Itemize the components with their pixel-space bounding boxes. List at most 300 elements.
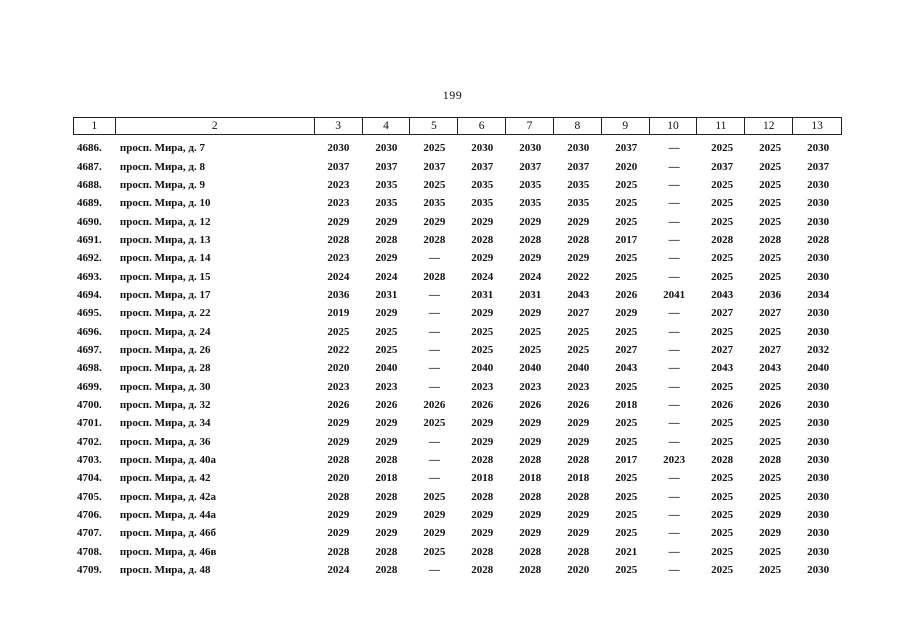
row-address: просп. Мира, д. 34 (119, 417, 211, 430)
row-value-col-12: 2025 (759, 380, 782, 393)
row-value-col-8: 2023 (567, 380, 590, 393)
row-number: 4704. (77, 472, 102, 485)
row-value-col-9: 2029 (615, 307, 638, 320)
row-value-col-10: 2023 (663, 454, 686, 467)
row-number: 4692. (77, 252, 102, 265)
row-value-col-11: 2025 (711, 380, 734, 393)
row-value-col-7: 2025 (519, 343, 542, 356)
row-value-col-4: 2029 (375, 417, 398, 430)
row-value-col-7: 2029 (519, 527, 542, 540)
row-value-col-8: 2029 (567, 252, 590, 265)
row-value-col-7: 2028 (519, 233, 542, 246)
row-value-col-8: 2035 (567, 178, 590, 191)
row-value-col-3: 2025 (327, 325, 350, 338)
row-value-col-4: 2028 (375, 545, 398, 558)
row-number: 4700. (77, 398, 102, 411)
row-value-col-12: 2025 (759, 142, 782, 155)
row-value-col-6: 2028 (471, 233, 494, 246)
row-value-col-12: 2025 (759, 325, 782, 338)
row-value-col-9: 2025 (615, 435, 638, 448)
row-value-col-13: 2030 (807, 215, 830, 228)
row-value-col-12: 2043 (759, 362, 782, 375)
row-value-col-7: 2029 (519, 435, 542, 448)
row-value-col-8: 2018 (567, 472, 590, 485)
row-number: 4706. (77, 509, 102, 522)
table-row (73, 212, 842, 230)
row-value-col-4: 2031 (375, 288, 398, 301)
row-value-col-5: 2028 (423, 270, 446, 283)
row-address: просп. Мира, д. 32 (119, 398, 211, 411)
row-address: просп. Мира, д. 26 (119, 343, 211, 356)
row-address: просп. Мира, д. 10 (119, 197, 211, 210)
row-value-col-4: 2040 (375, 362, 398, 375)
row-value-col-8: 2020 (567, 564, 590, 577)
row-value-col-5: 2026 (423, 398, 446, 411)
row-value-col-4: 2024 (375, 270, 398, 283)
row-value-col-8: 2025 (567, 325, 590, 338)
row-value-col-11: 2037 (711, 160, 734, 173)
row-value-col-3: 2024 (327, 564, 350, 577)
row-value-col-10: — (668, 343, 680, 356)
row-value-col-6: 2028 (471, 454, 494, 467)
row-number: 4689. (77, 197, 102, 210)
table-row (73, 267, 842, 285)
table-row (73, 524, 842, 542)
row-value-col-13: 2030 (807, 398, 830, 411)
table-row (73, 414, 842, 432)
header-cell-8: 8 (554, 118, 602, 134)
row-value-col-9: 2017 (615, 233, 638, 246)
row-value-col-3: 2029 (327, 435, 350, 448)
row-value-col-4: 2028 (375, 490, 398, 503)
row-value-col-3: 2020 (327, 362, 350, 375)
row-value-col-6: 2040 (471, 362, 494, 375)
row-value-col-10: — (668, 233, 680, 246)
row-value-col-9: 2021 (615, 545, 638, 558)
row-value-col-12: 2025 (759, 178, 782, 191)
row-number: 4687. (77, 160, 102, 173)
row-value-col-7: 2029 (519, 307, 542, 320)
row-value-col-6: 2028 (471, 490, 494, 503)
row-value-col-10: — (668, 362, 680, 375)
row-value-col-4: 2035 (375, 197, 398, 210)
row-value-col-12: 2025 (759, 545, 782, 558)
table-row (73, 139, 842, 157)
header-cell-3: 3 (315, 118, 363, 134)
row-value-col-13: 2030 (807, 178, 830, 191)
row-value-col-10: — (668, 142, 680, 155)
row-number: 4709. (77, 564, 102, 577)
row-value-col-13: 2030 (807, 417, 830, 430)
row-value-col-6: 2035 (471, 178, 494, 191)
header-cell-12: 12 (745, 118, 793, 134)
row-value-col-5: 2029 (423, 215, 446, 228)
row-value-col-8: 2030 (567, 142, 590, 155)
row-number: 4686. (77, 142, 102, 155)
row-value-col-12: 2029 (759, 509, 782, 522)
row-value-col-9: 2037 (615, 142, 638, 155)
row-value-col-12: 2025 (759, 435, 782, 448)
row-value-col-3: 2023 (327, 380, 350, 393)
row-number: 4695. (77, 307, 102, 320)
row-address: просп. Мира, д. 42 (119, 472, 211, 485)
row-value-col-3: 2030 (327, 142, 350, 155)
row-value-col-7: 2037 (519, 160, 542, 173)
row-value-col-5: 2025 (423, 178, 446, 191)
row-value-col-13: 2030 (807, 252, 830, 265)
row-value-col-10: — (668, 509, 680, 522)
row-value-col-4: 2029 (375, 509, 398, 522)
header-cell-4: 4 (363, 118, 411, 134)
row-number: 4693. (77, 270, 102, 283)
row-address: просп. Мира, д. 7 (119, 142, 205, 155)
row-value-col-12: 2025 (759, 197, 782, 210)
row-value-col-4: 2030 (375, 142, 398, 155)
row-value-col-13: 2030 (807, 509, 830, 522)
row-value-col-11: 2025 (711, 215, 734, 228)
row-value-col-11: 2025 (711, 564, 734, 577)
row-value-col-6: 2029 (471, 435, 494, 448)
row-value-col-9: 2018 (615, 398, 638, 411)
row-value-col-3: 2023 (327, 197, 350, 210)
row-value-col-13: 2030 (807, 454, 830, 467)
row-value-col-10: — (668, 490, 680, 503)
row-value-col-6: 2023 (471, 380, 494, 393)
header-cell-6: 6 (458, 118, 506, 134)
row-value-col-11: 2025 (711, 142, 734, 155)
row-value-col-3: 2029 (327, 527, 350, 540)
row-value-col-7: 2035 (519, 178, 542, 191)
row-value-col-10: — (668, 178, 680, 191)
row-value-col-11: 2025 (711, 178, 734, 191)
row-value-col-3: 2022 (327, 343, 350, 356)
row-value-col-11: 2025 (711, 417, 734, 430)
row-value-col-10: — (668, 435, 680, 448)
row-value-col-3: 2029 (327, 509, 350, 522)
row-value-col-13: 2030 (807, 564, 830, 577)
row-value-col-3: 2029 (327, 215, 350, 228)
row-value-col-11: 2043 (711, 288, 734, 301)
row-value-col-8: 2040 (567, 362, 590, 375)
row-value-col-5: — (428, 307, 440, 320)
row-number: 4690. (77, 215, 102, 228)
row-value-col-11: 2025 (711, 270, 734, 283)
row-value-col-11: 2025 (711, 252, 734, 265)
table-row (73, 396, 842, 414)
row-value-col-5: — (428, 472, 440, 485)
row-value-col-9: 2025 (615, 564, 638, 577)
header-cell-10: 10 (650, 118, 698, 134)
row-number: 4702. (77, 435, 102, 448)
row-value-col-5: 2029 (423, 509, 446, 522)
row-value-col-9: 2025 (615, 527, 638, 540)
row-address: просп. Мира, д. 14 (119, 252, 211, 265)
row-value-col-9: 2025 (615, 197, 638, 210)
row-value-col-7: 2024 (519, 270, 542, 283)
row-value-col-6: 2035 (471, 197, 494, 210)
row-value-col-10: — (668, 307, 680, 320)
row-value-col-3: 2028 (327, 545, 350, 558)
row-value-col-9: 2025 (615, 509, 638, 522)
row-number: 4707. (77, 527, 102, 540)
row-value-col-13: 2030 (807, 380, 830, 393)
row-address: просп. Мира, д. 44а (119, 509, 216, 522)
row-value-col-9: 2025 (615, 472, 638, 485)
header-cell-9: 9 (602, 118, 650, 134)
row-value-col-12: 2025 (759, 472, 782, 485)
table-row (73, 359, 842, 377)
table-row (73, 341, 842, 359)
header-cell-1: 1 (74, 118, 116, 134)
row-address: просп. Мира, д. 48 (119, 564, 211, 577)
row-value-col-12: 2025 (759, 490, 782, 503)
row-address: просп. Мира, д. 12 (119, 215, 211, 228)
row-value-col-6: 2029 (471, 215, 494, 228)
row-address: просп. Мира, д. 17 (119, 288, 211, 301)
row-value-col-13: 2037 (807, 160, 830, 173)
row-value-col-7: 2029 (519, 252, 542, 265)
table-row (73, 469, 842, 487)
row-value-col-7: 2028 (519, 454, 542, 467)
row-value-col-6: 2029 (471, 509, 494, 522)
row-value-col-6: 2029 (471, 417, 494, 430)
row-number: 4694. (77, 288, 102, 301)
row-value-col-12: 2028 (759, 233, 782, 246)
row-value-col-7: 2029 (519, 215, 542, 228)
row-value-col-3: 2036 (327, 288, 350, 301)
row-value-col-7: 2028 (519, 545, 542, 558)
row-address: просп. Мира, д. 24 (119, 325, 211, 338)
row-value-col-8: 2022 (567, 270, 590, 283)
row-value-col-7: 2023 (519, 380, 542, 393)
table-row (73, 377, 842, 395)
row-value-col-8: 2037 (567, 160, 590, 173)
row-value-col-10: — (668, 197, 680, 210)
row-value-col-12: 2028 (759, 454, 782, 467)
row-number: 4703. (77, 454, 102, 467)
row-value-col-4: 2029 (375, 215, 398, 228)
row-value-col-3: 2019 (327, 307, 350, 320)
row-value-col-13: 2030 (807, 325, 830, 338)
row-value-col-5: 2028 (423, 233, 446, 246)
row-value-col-5: 2025 (423, 417, 446, 430)
row-value-col-8: 2025 (567, 343, 590, 356)
row-value-col-12: 2027 (759, 307, 782, 320)
row-number: 4691. (77, 233, 102, 246)
row-address: просп. Мира, д. 40а (119, 454, 216, 467)
row-value-col-5: — (428, 362, 440, 375)
row-value-col-13: 2030 (807, 270, 830, 283)
row-value-col-9: 2025 (615, 252, 638, 265)
row-value-col-4: 2035 (375, 178, 398, 191)
row-value-col-8: 2029 (567, 417, 590, 430)
row-value-col-5: 2025 (423, 545, 446, 558)
row-value-col-9: 2027 (615, 343, 638, 356)
row-value-col-11: 2027 (711, 307, 734, 320)
row-number: 4708. (77, 545, 102, 558)
row-value-col-13: 2028 (807, 233, 830, 246)
row-value-col-12: 2025 (759, 160, 782, 173)
row-value-col-8: 2029 (567, 435, 590, 448)
row-value-col-11: 2028 (711, 454, 734, 467)
row-value-col-12: 2026 (759, 398, 782, 411)
row-value-col-4: 2026 (375, 398, 398, 411)
row-value-col-10: — (668, 472, 680, 485)
row-value-col-6: 2037 (471, 160, 494, 173)
row-value-col-5: — (428, 380, 440, 393)
row-number: 4705. (77, 490, 102, 503)
row-value-col-10: — (668, 252, 680, 265)
row-value-col-6: 2028 (471, 545, 494, 558)
row-value-col-13: 2032 (807, 343, 830, 356)
row-number: 4698. (77, 362, 102, 375)
row-value-col-13: 2030 (807, 142, 830, 155)
row-value-col-12: 2025 (759, 417, 782, 430)
row-value-col-12: 2025 (759, 270, 782, 283)
row-value-col-13: 2030 (807, 527, 830, 540)
row-value-col-9: 2043 (615, 362, 638, 375)
row-value-col-9: 2026 (615, 288, 638, 301)
row-value-col-4: 2018 (375, 472, 398, 485)
header-cell-5: 5 (410, 118, 458, 134)
row-address: просп. Мира, д. 13 (119, 233, 211, 246)
row-value-col-5: 2029 (423, 527, 446, 540)
table-row (73, 488, 842, 506)
row-value-col-5: 2025 (423, 490, 446, 503)
row-value-col-12: 2027 (759, 343, 782, 356)
row-value-col-3: 2028 (327, 233, 350, 246)
row-value-col-8: 2028 (567, 454, 590, 467)
row-value-col-10: — (668, 417, 680, 430)
row-value-col-6: 2025 (471, 343, 494, 356)
row-value-col-13: 2030 (807, 197, 830, 210)
row-value-col-11: 2025 (711, 325, 734, 338)
row-value-col-5: — (428, 343, 440, 356)
row-address: просп. Мира, д. 42а (119, 490, 216, 503)
row-value-col-4: 2025 (375, 343, 398, 356)
table-row (73, 561, 842, 579)
row-value-col-5: — (428, 288, 440, 301)
row-value-col-13: 2030 (807, 490, 830, 503)
row-value-col-8: 2029 (567, 509, 590, 522)
row-value-col-11: 2025 (711, 435, 734, 448)
row-number: 4688. (77, 178, 102, 191)
row-value-col-13: 2030 (807, 435, 830, 448)
row-value-col-3: 2023 (327, 178, 350, 191)
row-value-col-4: 2029 (375, 307, 398, 320)
row-address: просп. Мира, д. 28 (119, 362, 211, 375)
row-value-col-3: 2029 (327, 417, 350, 430)
table-row (73, 543, 842, 561)
row-value-col-11: 2025 (711, 509, 734, 522)
row-value-col-10: — (668, 270, 680, 283)
row-address: просп. Мира, д. 30 (119, 380, 211, 393)
row-value-col-5: — (428, 252, 440, 265)
row-number: 4701. (77, 417, 102, 430)
row-value-col-3: 2023 (327, 252, 350, 265)
table-row (73, 157, 842, 175)
row-value-col-5: — (428, 325, 440, 338)
row-value-col-11: 2025 (711, 545, 734, 558)
row-value-col-8: 2043 (567, 288, 590, 301)
row-value-col-11: 2025 (711, 527, 734, 540)
row-value-col-9: 2020 (615, 160, 638, 173)
table-row (73, 176, 842, 194)
row-value-col-6: 2031 (471, 288, 494, 301)
row-value-col-9: 2025 (615, 215, 638, 228)
page-number: 199 (442, 88, 463, 102)
table-row (73, 194, 842, 212)
row-value-col-5: — (428, 435, 440, 448)
row-value-col-11: 2025 (711, 472, 734, 485)
row-value-col-10: — (668, 160, 680, 173)
row-value-col-11: 2027 (711, 343, 734, 356)
row-value-col-6: 2025 (471, 325, 494, 338)
row-value-col-4: 2023 (375, 380, 398, 393)
row-value-col-9: 2025 (615, 325, 638, 338)
table-row (73, 304, 842, 322)
row-value-col-7: 2028 (519, 490, 542, 503)
row-value-col-3: 2024 (327, 270, 350, 283)
row-value-col-6: 2028 (471, 564, 494, 577)
row-address: просп. Мира, д. 15 (119, 270, 211, 283)
row-value-col-11: 2043 (711, 362, 734, 375)
row-value-col-4: 2025 (375, 325, 398, 338)
row-value-col-5: 2037 (423, 160, 446, 173)
row-value-col-12: 2025 (759, 215, 782, 228)
row-value-col-4: 2028 (375, 454, 398, 467)
row-value-col-6: 2029 (471, 307, 494, 320)
row-value-col-5: — (428, 454, 440, 467)
row-value-col-13: 2030 (807, 545, 830, 558)
row-value-col-5: — (428, 564, 440, 577)
row-number: 4699. (77, 380, 102, 393)
row-value-col-10: — (668, 380, 680, 393)
row-value-col-7: 2026 (519, 398, 542, 411)
row-value-col-7: 2025 (519, 325, 542, 338)
row-value-col-13: 2030 (807, 307, 830, 320)
row-number: 4697. (77, 343, 102, 356)
table-body (73, 139, 842, 579)
row-value-col-3: 2026 (327, 398, 350, 411)
table-row (73, 249, 842, 267)
row-value-col-8: 2035 (567, 197, 590, 210)
row-value-col-7: 2040 (519, 362, 542, 375)
row-value-col-11: 2025 (711, 197, 734, 210)
row-address: просп. Мира, д. 46б (119, 527, 216, 540)
row-value-col-7: 2035 (519, 197, 542, 210)
table-header (73, 117, 842, 135)
row-value-col-13: 2040 (807, 362, 830, 375)
row-value-col-4: 2028 (375, 564, 398, 577)
row-address: просп. Мира, д. 9 (119, 178, 205, 191)
row-value-col-10: — (668, 545, 680, 558)
row-value-col-4: 2037 (375, 160, 398, 173)
row-value-col-7: 2029 (519, 509, 542, 522)
row-address: просп. Мира, д. 22 (119, 307, 211, 320)
row-value-col-10: — (668, 215, 680, 228)
header-cell-2: 2 (116, 118, 315, 134)
row-value-col-8: 2028 (567, 233, 590, 246)
row-value-col-8: 2028 (567, 490, 590, 503)
row-value-col-5: 2025 (423, 142, 446, 155)
table-row (73, 451, 842, 469)
table-row (73, 231, 842, 249)
row-value-col-6: 2018 (471, 472, 494, 485)
row-value-col-8: 2027 (567, 307, 590, 320)
row-value-col-6: 2024 (471, 270, 494, 283)
row-value-col-10: — (668, 527, 680, 540)
